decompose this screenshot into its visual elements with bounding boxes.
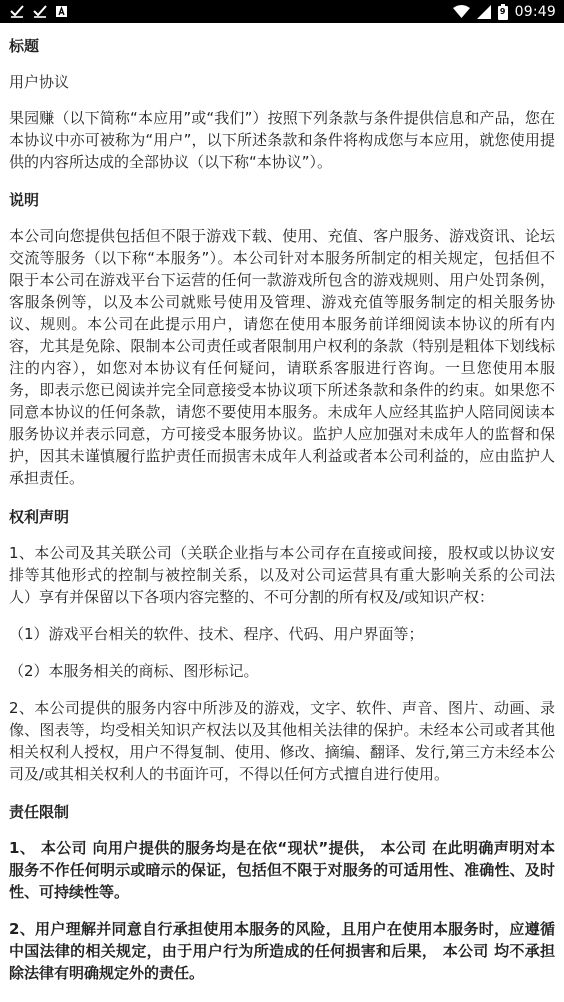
system-status bbox=[446, 4, 556, 20]
app-notification-icon bbox=[56, 6, 67, 17]
paragraph: 果园赚（以下简称“本应用”或“我们”）按照下列条款与条件提供信息和产品，您在本协议中亦可被称为“用户”，以下所述条款和条件将构成您与本应用，就您使用提供的内容所达成的全部协议（以下称“本协议”）。 bbox=[9, 109, 555, 171]
paragraph: 2、本公司提供的服务内容中所涉及的游戏，文字、软件、声音、图片、动画、录像、图表等，均受相关知识产权法以及其他相关法律的保护。未经本公司或者其他相关权利人授权，用户不得复制、使用、修改、摘编、翻译、发行,第三方未经本公司及/或其相关权利人的书面许可，不得以任何方式擅自进行使用。 bbox=[9, 699, 555, 783]
section-heading: 责任限制 bbox=[9, 803, 70, 821]
checkmark-icon bbox=[10, 5, 24, 18]
paragraph: （2）本服务相关的商标、图形标记。 bbox=[9, 662, 259, 680]
paragraph: 1、 本公司 向用户提供的服务均是在依“现状”提供， 本公司 在此明确声明对本服务不作任何明示或暗示的保证，包括但不限于对服务的可适用性、准确性、及时性、可持续性等。 bbox=[9, 839, 555, 901]
section-heading: 权利声明 bbox=[9, 508, 70, 526]
battery-icon bbox=[498, 4, 508, 20]
paragraph: 本公司向您提供包括但不限于游戏下载、使用、充值、客户服务、游戏资讯、论坛交流等服务（以下称“本服务”）。本公司针对本服务所制定的相关规定，包括但不限于本公司在游戏平台下运营的任何一款游戏所包含的游戏规则、用户处罚条例，客服条例等，以及本公司就账号使用及管理、游戏充值等服务制定的相关服务协议、规则。本公司在此提示用户，请您在使用本服务前详细阅读本协议的所有内容，尤其是免除、限制本公司责任或者限制用户权利的条款（特别是粗体下划线标注的内容），如您对本协议有任何疑问，请联系客服进行咨询。一旦您使用本服务，即表示您已阅读并完全同意接受本协议项下所述条款和条件的约束。如果您不同意本协议的任何条款，请您不要使用本服务。未成年人应经其监护人陪同阅读本服务协议并表示同意，方可接受本服务协议。监护人应加强对未成年人的监督和保护，因其未谨慎履行监护责任而损害未成年人利益或者本公司利益的，应由监护人承担责任。 bbox=[9, 227, 555, 487]
paragraph: 用户协议 bbox=[9, 73, 70, 91]
section-heading: 说明 bbox=[9, 191, 40, 209]
paragraph: 2、用户理解并同意自行承担使用本服务的风险，且用户在使用本服务时，应遵循中国法律的相关规定，由于用户行为所造成的任何损害和后果， 本公司 均不承担除法律有明确规定外的责任。 bbox=[9, 920, 555, 982]
checkmark-icon bbox=[33, 5, 47, 18]
paragraph: 1、本公司及其关联公司（关联企业指与本公司存在直接或间接，股权或以协议安排等其他形式的控制与被控制关系，以及对公司运营具有重大影响关系的公司法人）享有并保留以下各项内容完整的、不可分割的所有权及/或知识产权： bbox=[9, 544, 555, 606]
wifi-icon bbox=[453, 5, 470, 18]
notification-icons bbox=[10, 5, 76, 18]
battery-level: 9 bbox=[499, 6, 506, 16]
section-heading: 标题 bbox=[9, 37, 40, 55]
signal-icon bbox=[477, 5, 491, 19]
status-bar bbox=[0, 0, 564, 23]
paragraph: （1）游戏平台相关的软件、技术、程序、代码、用户界面等； bbox=[9, 625, 424, 643]
agreement-content[interactable] bbox=[0, 23, 564, 1002]
clock: 09:49 bbox=[514, 3, 556, 20]
